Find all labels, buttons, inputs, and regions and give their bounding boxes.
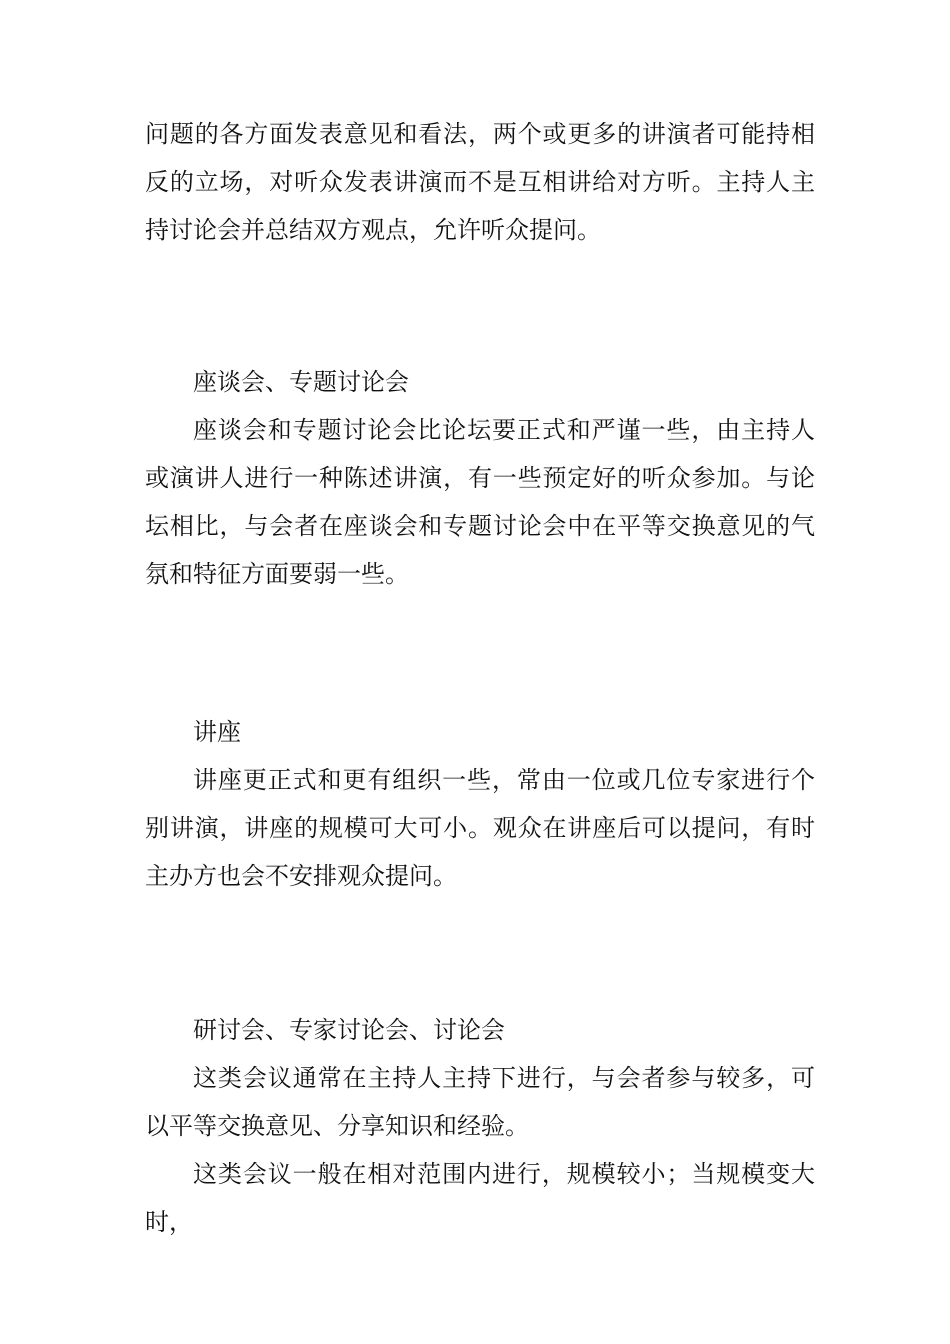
paragraph: 讲座更正式和更有组织一些，常由一位或几位专家进行个别讲演，讲座的规模可大可小。观众在讲座后可以提问，有时主办方也会不安排观众提问。 — [145, 766, 815, 890]
section-forum-continuation — [145, 110, 815, 254]
section-seminar — [145, 1006, 815, 1246]
paragraph: 这类会议通常在主持人主持下进行，与会者参与较多，可以平等交换意见、分享知识和经验。 — [145, 1064, 815, 1140]
section-heading: 讲座 — [193, 718, 241, 746]
section-lecture — [145, 708, 815, 900]
section-heading: 研讨会、专家讨论会、讨论会 — [193, 1016, 505, 1044]
section-symposium — [145, 358, 815, 598]
paragraph: 这类会议一般在相对范围内进行，规模较小；当规模变大时， — [145, 1160, 815, 1236]
paragraph: 座谈会和专题讨论会比论坛要正式和严谨一些，由主持人或演讲人进行一种陈述讲演，有一些预定好的听众参加。与论坛相比，与会者在座谈会和专题讨论会中在平等交换意见的气氛和特征方面要弱一些。 — [145, 416, 815, 588]
section-heading: 座谈会、专题讨论会 — [193, 368, 409, 396]
paragraph: 问题的各方面发表意见和看法，两个或更多的讲演者可能持相反的立场，对听众发表讲演而不是互相讲给对方听。主持人主持讨论会并总结双方观点，允许听众提问。 — [145, 120, 815, 244]
